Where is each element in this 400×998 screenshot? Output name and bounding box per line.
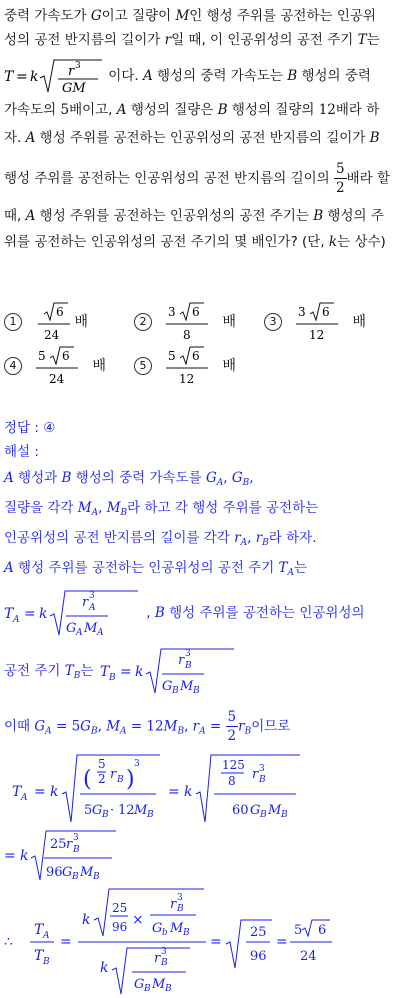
svg-text:∴: ∴ — [4, 934, 13, 950]
svg-text:6: 6 — [318, 923, 327, 938]
svg-text:=: = — [119, 664, 132, 680]
svg-text:60: 60 — [232, 803, 249, 818]
option-unit: 배 — [74, 314, 88, 330]
svg-text:=: = — [276, 934, 288, 950]
svg-text:·: · — [110, 803, 115, 818]
svg-text:5: 5 — [98, 757, 106, 771]
svg-text:T: T — [34, 922, 44, 938]
option-1-value — [34, 300, 74, 344]
question-line-1: 중력 가속도가 G이고 질량이 M인 행성 주위를 공전하는 인공위 — [4, 8, 376, 24]
tb-formula — [98, 646, 238, 696]
svg-text:k: k — [30, 69, 39, 85]
svg-text:M: M — [268, 803, 282, 818]
svg-text:3: 3 — [89, 591, 95, 601]
svg-text:k: k — [184, 784, 193, 800]
svg-text:r: r — [252, 767, 259, 782]
option-5[interactable] — [134, 344, 236, 388]
svg-text:G: G — [134, 977, 145, 992]
svg-text:B: B — [93, 872, 100, 882]
svg-text:B: B — [147, 810, 154, 820]
option-number: 2 — [134, 313, 152, 331]
svg-text:3: 3 — [259, 764, 265, 774]
svg-text:r: r — [110, 767, 117, 782]
svg-text:=: = — [168, 784, 180, 800]
svg-text:2: 2 — [98, 772, 106, 786]
svg-text:B: B — [102, 810, 109, 820]
answer-label: 정답 : ④ — [4, 420, 56, 436]
svg-text:M: M — [134, 803, 148, 818]
svg-text:3: 3 — [177, 893, 183, 903]
option-number: 4 — [4, 357, 22, 375]
svg-text:B: B — [177, 904, 184, 914]
svg-text:12: 12 — [118, 803, 135, 818]
svg-text:M: M — [170, 921, 184, 936]
svg-text:B: B — [165, 984, 172, 994]
final-ratio — [0, 886, 400, 998]
question-line-3: T = k r 3 GM 이다. A 행성의 중력 가속도는 B 행성의 중력 — [4, 56, 371, 96]
svg-text:B: B — [260, 810, 267, 820]
svg-text:3: 3 — [134, 759, 140, 769]
svg-text:5: 5 — [294, 923, 303, 938]
svg-text:G: G — [152, 921, 163, 936]
svg-text:T: T — [12, 784, 22, 800]
option-4-value — [34, 344, 92, 388]
option-1[interactable] — [4, 300, 88, 344]
svg-text:=: = — [4, 848, 16, 864]
explanation-line-5: T A = k r 3 A G A M A , B 행성 주위를 공전하는 인공위성의 — [4, 588, 365, 640]
question-line-4: 가속도의 5배이고, A 행성의 질량은 B 행성의 질량의 12배라 하 — [4, 102, 380, 118]
svg-text:k: k — [20, 848, 29, 864]
svg-text:G: G — [66, 621, 77, 636]
explanation-line-3: 인공위성의 공전 반지름의 길이를 각각 $r_A$, $r_B$라 하자. — [4, 530, 317, 548]
explanation-line-6: 공전 주기 $T_B$는 T B = k r 3 B G B M B — [4, 646, 238, 698]
question-line-2: 성의 공전 반지름의 길이가 r일 때, 이 인공위성의 공전 주기 T는 — [4, 32, 380, 48]
ta-computation — [0, 752, 400, 828]
svg-text:24: 24 — [300, 949, 317, 964]
option-number: 1 — [4, 313, 22, 331]
svg-text:k: k — [82, 912, 91, 928]
explanation-label: 해설 : — [4, 444, 39, 460]
svg-text:B: B — [117, 775, 124, 785]
svg-text:=: = — [24, 606, 36, 622]
option-2-value — [164, 300, 222, 344]
question-line-5: 자. A 행성 주위를 공전하는 인공위성의 공전 반지름의 길이가 B — [4, 130, 380, 146]
svg-text:5: 5 — [38, 349, 47, 363]
svg-text:×: × — [132, 912, 144, 928]
svg-text:12: 12 — [179, 372, 195, 386]
svg-text:B: B — [161, 958, 168, 968]
svg-text:3: 3 — [73, 833, 79, 843]
ta-formula — [4, 588, 142, 638]
svg-text:M: M — [152, 977, 166, 992]
option-unit: 배 — [222, 358, 236, 374]
option-unit: 배 — [222, 314, 236, 330]
svg-text:3: 3 — [298, 305, 307, 319]
svg-text:B: B — [259, 775, 266, 785]
svg-text:=: = — [210, 934, 222, 950]
svg-text:b: b — [162, 928, 168, 938]
explanation-line-4: A 행성 주위를 공전하는 인공위성의 공전 주기 $T_A$는 — [4, 560, 308, 578]
question-line-6: 행성 주위를 공전하는 인공위성의 공전 반지름의 길이의 $\frac{5}{2}$ 배라 할 — [4, 161, 390, 196]
option-unit: 배 — [92, 358, 106, 374]
explanation-line-7: 이때 $G_A = 5G_B$, $M_A = 12M_B$, $r_A$ = $\frac{5}{2}$ $r_B$이므로 — [4, 709, 291, 744]
option-3-value — [294, 300, 352, 344]
svg-text:=: = — [60, 934, 72, 950]
svg-text:3: 3 — [75, 61, 81, 71]
svg-text:A: A — [13, 615, 20, 625]
svg-text:r: r — [170, 897, 177, 912]
svg-text:k: k — [100, 960, 109, 976]
svg-text:96: 96 — [112, 920, 128, 934]
svg-text:12: 12 — [309, 328, 325, 342]
svg-text:5: 5 — [168, 349, 177, 363]
svg-text:96: 96 — [46, 865, 63, 880]
option-number: 3 — [264, 313, 282, 331]
svg-text:=: = — [16, 69, 28, 85]
svg-text:5: 5 — [84, 803, 93, 818]
explanation-line-1: A 행성과 B 행성의 중력 가속도를 $G_A$, $G_B$, — [4, 470, 254, 488]
svg-text:3: 3 — [168, 305, 177, 319]
svg-text:B: B — [184, 661, 192, 671]
svg-text:T: T — [4, 606, 14, 622]
svg-text:B: B — [73, 845, 80, 855]
svg-text:25: 25 — [50, 837, 67, 852]
svg-text:A: A — [43, 931, 50, 941]
svg-text:(: ( — [83, 767, 92, 792]
svg-text:r: r — [68, 64, 75, 79]
svg-text:r: r — [66, 837, 73, 852]
svg-text:A: A — [76, 628, 83, 638]
svg-text:B: B — [144, 984, 151, 994]
option-4[interactable] — [4, 344, 106, 388]
svg-text:M: M — [84, 621, 98, 636]
svg-text:6: 6 — [192, 305, 201, 319]
svg-text:G: G — [92, 803, 103, 818]
option-5-value — [164, 344, 222, 388]
svg-text:A: A — [21, 793, 28, 803]
svg-text:T: T — [99, 664, 110, 680]
svg-text:24: 24 — [44, 328, 60, 342]
simplified-line — [0, 828, 140, 884]
svg-text:B: B — [72, 872, 79, 882]
svg-text:25: 25 — [112, 901, 128, 915]
svg-text:8: 8 — [183, 328, 192, 342]
svg-text:B: B — [183, 928, 190, 938]
svg-text:k: k — [134, 664, 144, 680]
option-unit: 배 — [352, 314, 366, 330]
question-line-8: 위를 공전하는 인공위성의 공전 주기의 몇 배인가? (단, k는 상수) — [4, 234, 386, 250]
period-formula — [4, 56, 104, 96]
option-number: 5 — [134, 357, 152, 375]
svg-text:r: r — [82, 595, 89, 610]
svg-text:25: 25 — [250, 925, 267, 940]
svg-text:k: k — [39, 606, 48, 622]
question-line-7: 때, A 행성 주위를 공전하는 인공위성의 공전 주기는 B 행성의 주 — [4, 208, 384, 224]
svg-text:6: 6 — [56, 305, 65, 319]
svg-text:B: B — [43, 957, 50, 967]
svg-text:96: 96 — [250, 949, 267, 964]
svg-text:3: 3 — [161, 947, 167, 957]
svg-text:24: 24 — [49, 372, 65, 386]
svg-text:B: B — [108, 673, 116, 683]
svg-text:T: T — [34, 948, 44, 964]
svg-text:B: B — [281, 810, 288, 820]
explanation-line-2: 질량을 각각 $M_A$, $M_B$라 하고 각 행성 주위를 공전하는 — [4, 500, 319, 518]
svg-text:G: G — [250, 803, 261, 818]
svg-text:r: r — [154, 951, 161, 966]
svg-text:6: 6 — [322, 305, 331, 319]
svg-text:): ) — [126, 767, 135, 792]
svg-text:=: = — [34, 784, 46, 800]
svg-text:T: T — [4, 69, 14, 85]
svg-text:8: 8 — [228, 774, 236, 788]
svg-text:G: G — [161, 679, 173, 694]
svg-text:G: G — [62, 865, 73, 880]
svg-text:k: k — [50, 784, 59, 800]
option-3[interactable] — [264, 300, 366, 344]
svg-text:B: B — [192, 686, 200, 696]
svg-text:A: A — [97, 628, 104, 638]
svg-text:GM: GM — [62, 81, 86, 96]
svg-text:6: 6 — [192, 349, 201, 363]
svg-text:B: B — [171, 686, 179, 696]
svg-text:6: 6 — [62, 349, 71, 363]
svg-text:125: 125 — [222, 758, 245, 772]
svg-text:A: A — [89, 603, 96, 613]
option-2[interactable] — [134, 300, 236, 344]
svg-text:r: r — [177, 653, 184, 668]
svg-text:M: M — [179, 679, 194, 694]
svg-text:3: 3 — [184, 649, 191, 659]
svg-text:M: M — [80, 865, 94, 880]
